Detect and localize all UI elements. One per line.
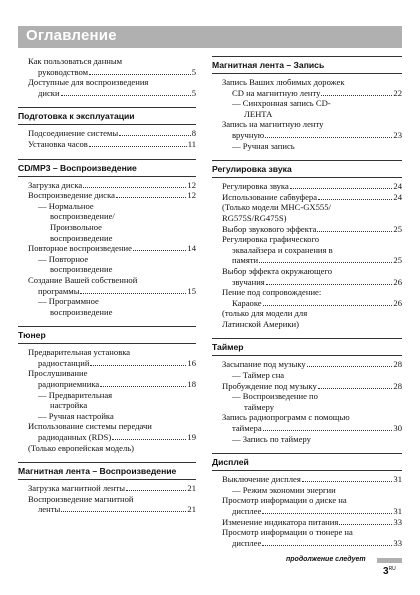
toc-entry-row [222, 181, 402, 192]
toc-page-number: 26 [393, 276, 402, 287]
sub-entry-line: — Синхронная запись CD- [232, 98, 331, 109]
toc-entry [222, 495, 402, 516]
toc-page-number: 19 [187, 432, 196, 443]
sub-entry-line: ЛЕНТА [244, 108, 273, 119]
toc-entry [28, 494, 196, 515]
toc-page-number: 12 [187, 179, 196, 190]
toc-section [212, 56, 402, 151]
toc-entry-line: Просмотр информации о тюнере на [222, 527, 353, 538]
toc-entry-text: Засыпание под музыку [222, 359, 306, 370]
toc-page-number: 21 [187, 483, 196, 494]
toc-page-number: 25 [393, 255, 402, 266]
toc-entry-row [28, 432, 196, 443]
toc-entry-text: диски [38, 87, 60, 98]
page-number [383, 566, 396, 577]
dot-leader [126, 490, 186, 491]
intro-section [18, 56, 196, 98]
dot-leader [80, 293, 186, 294]
toc-entry-row [28, 190, 196, 201]
left-column [18, 56, 196, 524]
toc-entry [28, 77, 196, 98]
toc-section [212, 160, 402, 329]
dot-leader [265, 137, 392, 138]
toc-page-number: 16 [187, 357, 196, 368]
toc-page-number: 21 [187, 504, 196, 515]
toc-entry-line: Выбор эффекта окружающего [222, 265, 333, 276]
toc-entry [28, 421, 196, 453]
dot-leader [307, 366, 393, 367]
toc-entry [28, 180, 196, 191]
toc-entry [28, 139, 196, 150]
dot-leader [262, 545, 392, 546]
toc-page-number: 23 [393, 129, 402, 140]
toc-entry-line: Запись Ваших любимых дорожек [222, 77, 345, 87]
sub-entry-line: — Режим экономии энергии [232, 484, 336, 495]
toc-entry-row [222, 474, 402, 485]
page-title: Оглавление [26, 27, 117, 44]
toc-entry [28, 243, 196, 254]
sub-entry-line: — Программное [38, 296, 99, 307]
toc-page-number: 5 [191, 87, 196, 98]
toc-page-number: 28 [393, 359, 402, 370]
toc-page-number: 33 [393, 516, 402, 527]
toc-entry-text: руководством [38, 66, 89, 77]
toc-entry-text: Загрузка магнитной ленты [28, 483, 126, 494]
toc-entry-row [222, 506, 402, 517]
dot-leader [321, 95, 392, 96]
sub-entry [28, 390, 196, 411]
toc-entry [222, 119, 402, 140]
section-entries [18, 128, 196, 149]
toc-entry-line: Создание Вашей собственной [28, 274, 138, 285]
sub-entry-line: воспроизведение [50, 306, 113, 317]
toc-entry-text: Выключение дисплея [222, 474, 301, 485]
toc-entry [222, 192, 402, 224]
toc-entry-row [28, 67, 196, 78]
toc-entry-row [222, 381, 402, 392]
page-number-value: 3 [383, 566, 389, 577]
toc-entry [28, 128, 196, 139]
toc-entry [28, 56, 196, 77]
toc-page-number: 15 [187, 285, 196, 296]
toc-page-number: 33 [393, 537, 402, 548]
toc-entry-row [28, 483, 196, 494]
toc-entry-text: Регулировка звука [222, 181, 289, 192]
toc-page-number: 30 [393, 423, 402, 434]
toc-entry-text: радиоприемника [38, 379, 100, 390]
toc-entry [222, 474, 402, 485]
toc-entry [222, 77, 402, 98]
toc-entry-line: Доступные для воспроизведения [28, 77, 149, 88]
section-heading: CD/MP3 – Воспроизведение [18, 159, 196, 177]
right-column [212, 56, 402, 557]
toc-page-number: 11 [187, 138, 196, 149]
toc-entry [222, 381, 402, 392]
toc-page-number: 24 [393, 191, 402, 202]
toc-entry-text: CD на магнитную ленту [232, 87, 321, 98]
toc-page-number: 25 [393, 223, 402, 234]
toc-page-number: 5 [191, 66, 196, 77]
toc-entry-row [28, 358, 196, 369]
toc-entry-row [28, 286, 196, 297]
toc-page-number: 12 [187, 190, 196, 201]
toc-entry-line: Прослушивание [28, 368, 88, 379]
section-heading: Регулировка звука [212, 160, 402, 178]
sub-entry [222, 141, 402, 152]
toc-entry-row [222, 538, 402, 549]
section-entries [212, 474, 402, 548]
sub-entry-line: настройка [50, 400, 88, 411]
dot-leader [318, 199, 392, 200]
toc-entry-text: ленты [38, 504, 61, 515]
toc-entry-text: Повторное воспроизведение [28, 243, 132, 254]
dot-leader [116, 197, 186, 198]
right-sections [212, 56, 402, 548]
section-entries [212, 359, 402, 444]
toc-section [18, 326, 196, 453]
section-entries [212, 181, 402, 329]
dot-leader [83, 187, 186, 188]
toc-entry-line: Регулировка графического [222, 234, 320, 245]
toc-entry [222, 412, 402, 433]
dot-leader [263, 305, 393, 306]
sub-entry-line: воспроизведение/ [50, 211, 115, 222]
dot-leader [263, 430, 393, 431]
dot-leader [119, 135, 191, 136]
toc-entry-row [222, 192, 402, 203]
toc-entry-text: Воспроизведение диска [28, 190, 115, 201]
toc-entry-note: (Только европейская модель) [28, 442, 135, 453]
sub-entry-line: — Запись по таймеру [232, 433, 311, 444]
sub-entry-line: — Нормальное [38, 200, 94, 211]
dot-leader [89, 74, 191, 75]
toc-entry-row [222, 224, 402, 235]
dot-leader [266, 284, 393, 285]
sub-entry-line: — Предварительная [38, 389, 113, 400]
toc-entry-text: Использование сабвуфера [222, 191, 318, 202]
sub-entry-line: — Ручная настройка [38, 410, 114, 421]
toc-entry-note: (только для модели для [222, 308, 308, 319]
sub-entry [222, 391, 402, 412]
dot-leader [61, 511, 186, 512]
toc-section [18, 107, 196, 149]
page-number-suffix: RU [388, 566, 396, 572]
toc-entry-text: дисплее [232, 506, 262, 516]
dot-leader [259, 262, 392, 263]
section-heading: Магнитная лента – Запись [212, 56, 402, 74]
dot-leader [302, 481, 393, 482]
toc-entry-note: RG575S/RG475S) [222, 212, 287, 223]
toc-entry-line: Как пользоваться данным [28, 56, 123, 66]
toc-entry [222, 527, 402, 548]
toc-entry-line: Запись радиопрограмм с помощью [222, 412, 350, 423]
toc-entry-row [222, 359, 402, 370]
sub-entry-line: воспроизведение [50, 264, 113, 275]
toc-entry [222, 266, 402, 287]
toc-entry [28, 368, 196, 389]
sub-entry [28, 411, 196, 422]
sub-entry-line: — Повторное [38, 253, 89, 264]
toc-entry-text: дисплее [232, 537, 262, 548]
toc-page-number: 18 [187, 379, 196, 390]
dot-leader [61, 95, 191, 96]
sub-entry-line: — Таймер сна [232, 370, 285, 381]
sub-entry [222, 434, 402, 445]
toc-entry-row [222, 517, 402, 528]
intro-entries [18, 56, 196, 98]
toc-entry-note: (Только модели MHC-GX555/ [222, 202, 331, 213]
sub-entry-line: — Ручная запись [232, 140, 295, 151]
dot-leader [317, 231, 392, 232]
toc-page-number: 8 [191, 128, 196, 139]
toc-entry-row [222, 423, 402, 434]
toc-page-number: 26 [393, 297, 402, 308]
dot-leader [90, 365, 186, 366]
toc-entry-row [222, 130, 402, 141]
toc-page-number: 31 [393, 474, 402, 485]
toc-entry-row [28, 88, 196, 99]
section-heading: Тюнер [18, 326, 196, 344]
toc-entry [28, 190, 196, 201]
toc-entry [222, 234, 402, 266]
toc-entry-line: Воспроизведение магнитной [28, 493, 134, 504]
toc-page-number: 28 [393, 380, 402, 391]
toc-entry-text: Подсоединение системы [28, 128, 119, 139]
section-entries [18, 347, 196, 453]
toc-entry [222, 287, 402, 329]
toc-entry-text: Установка часов [28, 138, 88, 149]
sub-entry-line: — Воспроизведение по [232, 391, 318, 402]
sub-entry [28, 201, 196, 243]
toc-page-number: 31 [393, 506, 402, 516]
toc-entry-row [222, 277, 402, 288]
sub-entry [222, 485, 402, 496]
continued-bar [377, 558, 402, 563]
section-heading: Магнитная лента – Воспроизведение [18, 462, 196, 480]
title-bar [18, 26, 402, 48]
sub-entry [222, 370, 402, 381]
sub-entry [222, 98, 402, 119]
toc-entry-text: Пробуждение под музыку [222, 380, 317, 391]
toc-entry-row [222, 298, 402, 309]
dot-leader [100, 386, 186, 387]
toc-section [18, 159, 196, 318]
toc-entry-row [28, 504, 196, 515]
toc-section [18, 462, 196, 515]
section-entries [18, 483, 196, 515]
toc-entry-row [222, 255, 402, 266]
toc-page-number: 22 [393, 87, 402, 98]
toc-entry-text: Изменение индикатора питания [222, 516, 339, 527]
toc-entry-line: Предварительная установка [28, 347, 131, 358]
toc-page-number: 24 [393, 181, 402, 192]
toc-entry-text: программы [38, 285, 80, 296]
toc-entry-row [28, 128, 196, 139]
toc-entry-text: звучания [232, 276, 265, 287]
toc-entry-note: Латинской Америки) [222, 318, 299, 329]
toc-entry [28, 275, 196, 296]
toc-entry-row [28, 379, 196, 390]
sub-entry-line: воспроизведение [50, 232, 113, 243]
section-entries [212, 77, 402, 151]
toc-entry [222, 181, 402, 192]
toc-entry-line: Использование системы передачи [28, 421, 152, 432]
toc-section [212, 453, 402, 548]
toc-entry-text: Караоке [232, 297, 262, 308]
section-entries [18, 180, 196, 318]
toc-entry-text: радиоданных (RDS) [38, 432, 112, 443]
dot-leader [112, 439, 186, 440]
toc-entry-text: Выбор звукового эффекта [222, 223, 317, 234]
toc-entry [222, 517, 402, 528]
toc-entry-row [28, 243, 196, 254]
toc-entry-text: радиостанций [38, 357, 90, 368]
section-heading: Таймер [212, 338, 402, 356]
toc-entry-row [28, 180, 196, 191]
toc-entry [28, 347, 196, 368]
toc-entry-line: Запись на магнитную ленту [222, 119, 324, 130]
section-heading: Подготовка к эксплуатации [18, 107, 196, 125]
toc-entry [28, 483, 196, 494]
sub-entry [28, 296, 196, 317]
sub-entry-line: таймеру [244, 401, 275, 412]
dot-leader [133, 250, 186, 251]
toc-entry-line: эквалайзера и сохранения в [232, 244, 333, 255]
dot-leader [318, 388, 393, 389]
sub-entry [28, 254, 196, 275]
toc-entry-row [222, 88, 402, 99]
toc-entry-text: памяти [232, 255, 259, 266]
toc-entry-line: Просмотр информации о диске на [222, 495, 347, 506]
section-heading: Дисплей [212, 453, 402, 471]
sub-entry-line: Произвольное [50, 221, 102, 232]
toc-section [212, 338, 402, 444]
dot-leader [262, 513, 392, 514]
toc-entry-text: таймера [232, 423, 262, 434]
dot-leader [339, 524, 392, 525]
toc-page-number: 14 [187, 243, 196, 254]
toc-entry-text: Загрузка диска [28, 179, 83, 190]
left-sections [18, 107, 196, 515]
toc-entry-row [28, 139, 196, 150]
toc-entry-line: Пение под сопровождение: [222, 287, 322, 298]
toc-entry [222, 224, 402, 235]
dot-leader [89, 146, 187, 147]
dot-leader [290, 188, 393, 189]
toc-entry-text: вручную [232, 129, 265, 140]
continued-note: продолжение следует [286, 556, 366, 563]
toc-entry [222, 359, 402, 370]
